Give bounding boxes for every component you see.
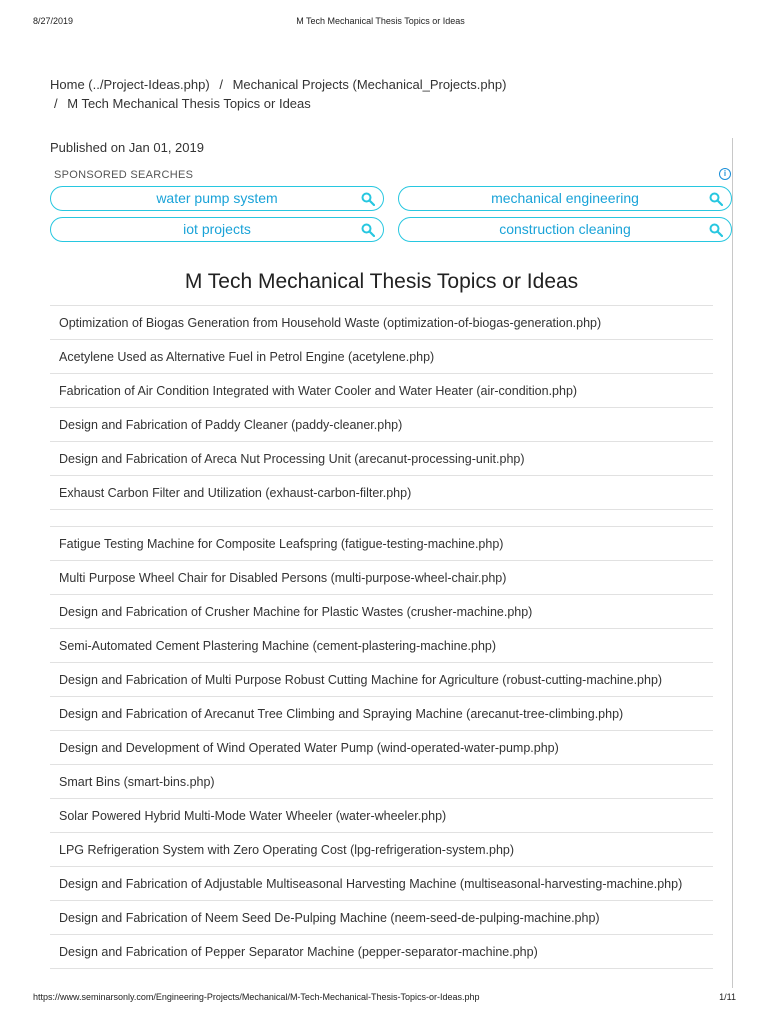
topic-link[interactable]: Multi Purpose Wheel Chair for Disabled Persons (multi-purpose-wheel-chair.php) — [50, 561, 713, 595]
print-page-number: 1/11 — [719, 992, 736, 1002]
topic-link[interactable]: Semi-Automated Cement Plastering Machine (cement-plastering-machine.php) — [50, 629, 713, 663]
topic-link[interactable]: Design and Fabrication of Adjustable Multiseasonal Harvesting Machine (multiseasonal-harvesting-machine.php) — [50, 867, 713, 901]
sponsored-search-mechanical-engineering[interactable] — [398, 186, 732, 211]
search-icon — [361, 223, 375, 237]
topic-link[interactable]: Acetylene Used as Alternative Fuel in Petrol Engine (acetylene.php) — [50, 340, 713, 374]
sponsored-search-iot-projects[interactable] — [50, 217, 384, 242]
breadcrumb-separator: / — [54, 96, 58, 111]
topic-link[interactable]: Exhaust Carbon Filter and Utilization (exhaust-carbon-filter.php) — [50, 476, 713, 510]
breadcrumb-mechanical-link[interactable]: Mechanical Projects (Mechanical_Projects.php) — [232, 77, 507, 92]
search-icon — [361, 192, 375, 206]
topic-link[interactable]: Optimization of Biogas Generation from Household Waste (optimization-of-biogas-generation.php) — [50, 306, 713, 340]
topic-list — [50, 305, 713, 969]
topic-link[interactable]: Design and Fabrication of Paddy Cleaner (paddy-cleaner.php) — [50, 408, 713, 442]
published-date: Published on Jan 01, 2019 — [50, 140, 204, 155]
search-icon — [709, 223, 723, 237]
topic-link[interactable]: Fatigue Testing Machine for Composite Leafspring (fatigue-testing-machine.php) — [50, 527, 713, 561]
topic-link[interactable]: Smart Bins (smart-bins.php) — [50, 765, 713, 799]
topic-link[interactable]: Design and Fabrication of Crusher Machine for Plastic Wastes (crusher-machine.php) — [50, 595, 713, 629]
sponsored-search-construction-cleaning[interactable] — [398, 217, 732, 242]
print-url: https://www.seminarsonly.com/Engineering-Projects/Mechanical/M-Tech-Mechanical-Thesis-Topics-or-Ideas.php — [33, 992, 480, 1002]
sponsored-search-water-pump[interactable] — [50, 186, 384, 211]
topic-link[interactable]: Design and Fabrication of Multi Purpose Robust Cutting Machine for Agriculture (robust-cutting-machine.php) — [50, 663, 713, 697]
print-date: 8/27/2019 — [33, 16, 74, 26]
breadcrumb-current: M Tech Mechanical Thesis Topics or Ideas — [67, 96, 311, 111]
sponsored-searches-label: SPONSORED SEARCHES — [54, 169, 194, 181]
breadcrumb — [50, 75, 506, 113]
topic-link[interactable]: Design and Fabrication of Areca Nut Processing Unit (arecanut-processing-unit.php) — [50, 442, 713, 476]
sponsored-search-label: iot projects — [183, 221, 251, 237]
empty-row — [50, 510, 713, 527]
page-title: M Tech Mechanical Thesis Topics or Ideas — [184, 270, 579, 293]
breadcrumb-separator: / — [219, 77, 223, 92]
topic-link[interactable]: Fabrication of Air Condition Integrated with Water Cooler and Water Heater (air-condition.php) — [50, 374, 713, 408]
topic-link[interactable]: Design and Fabrication of Pepper Separator Machine (pepper-separator-machine.php) — [50, 935, 713, 969]
content-divider — [732, 138, 733, 988]
topic-link[interactable]: Solar Powered Hybrid Multi-Mode Water Wheeler (water-wheeler.php) — [50, 799, 713, 833]
sponsored-search-label: water pump system — [156, 190, 278, 206]
sponsored-search-label: mechanical engineering — [491, 190, 639, 206]
sponsored-search-label: construction cleaning — [499, 221, 631, 237]
topic-link[interactable]: Design and Fabrication of Neem Seed De-Pulping Machine (neem-seed-de-pulping-machine.php) — [50, 901, 713, 935]
breadcrumb-home-link[interactable]: Home (../Project-Ideas.php) — [50, 77, 210, 92]
topic-link[interactable]: Design and Development of Wind Operated Water Pump (wind-operated-water-pump.php) — [50, 731, 713, 765]
info-icon[interactable]: i — [719, 168, 731, 180]
topic-link[interactable]: Design and Fabrication of Arecanut Tree Climbing and Spraying Machine (arecanut-tree-climbing.php) — [50, 697, 713, 731]
search-icon — [709, 192, 723, 206]
topic-link[interactable]: LPG Refrigeration System with Zero Operating Cost (lpg-refrigeration-system.php) — [50, 833, 713, 867]
print-title: M Tech Mechanical Thesis Topics or Ideas — [296, 16, 465, 26]
